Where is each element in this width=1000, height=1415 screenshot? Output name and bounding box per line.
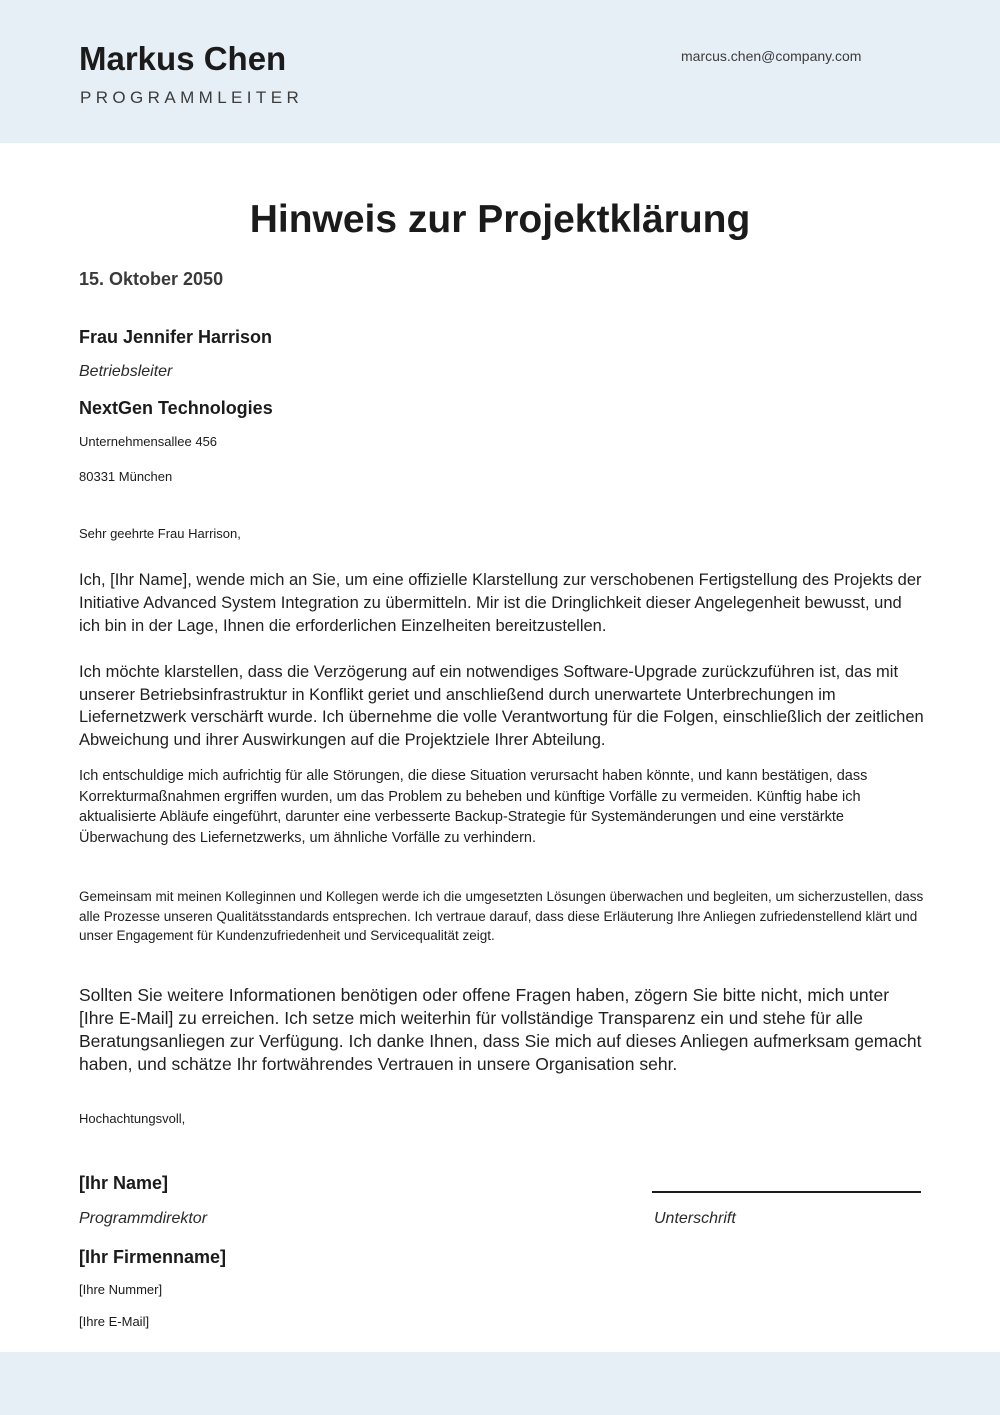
signature-label: Unterschrift (654, 1210, 736, 1227)
signer-email: [Ihre E-Mail] (79, 1314, 150, 1329)
sender-name: Markus Chen (79, 40, 287, 77)
body-paragraph-2: Ich möchte klarstellen, dass die Verzögerung auf ein notwendiges Software-Upgrade zurückzuführen ist, das mit unserer Betriebsinfrastruktur in Konflikt geriet und anschließend durch unerwartete Unterbrechungen im Liefernetzwerk verschärft wurde. Ich übernehme die volle Verantwortung für die Folgen, einschließlich der zeitlichen Abweichung und ihrer Auswirkungen auf die Projektziele Ihrer Abteilung. (79, 663, 924, 749)
signer-name: [Ihr Name] (79, 1173, 169, 1193)
signer-company: [Ihr Firmenname] (79, 1247, 227, 1267)
recipient-street: Unternehmensallee 456 (79, 434, 218, 449)
footer-band (0, 1352, 1000, 1415)
salutation: Sehr geehrte Frau Harrison, (79, 526, 241, 541)
sender-email: marcus.chen@company.com (681, 48, 862, 64)
recipient-title: Betriebsleiter (79, 363, 173, 380)
body-paragraph-5: Sollten Sie weitere Informationen benötigen oder offene Fragen haben, zögern Sie bitte nicht, mich unter [Ihre E-Mail] zu erreichen. Ich setze mich weiterhin für vollständige Transparenz ein und stehe für alle Beratungsanliegen zur Verfügung. Ich danke Ihnen, dass Sie mich auf dieses Anliegen aufmerksam gemacht haben, und schätze Ihr fortwährendes Vertrauen in unsere Organisation sehr. (79, 985, 922, 1074)
body-paragraph-4: Gemeinsam mit meinen Kolleginnen und Kollegen werde ich die umgesetzten Lösungen überwachen und begleiten, um sicherzustellen, dass alle Prozesse unseren Qualitätsstandards entsprechen. Ich vertraue darauf, dass diese Erläuterung Ihre Anliegen zufriedenstellend klärt und unser Engagement für Kundenzufriedenheit und Servicequalität zeigt. (79, 889, 924, 943)
recipient-name: Frau Jennifer Harrison (79, 327, 273, 347)
signer-title: Programmdirektor (79, 1210, 208, 1227)
signature-line (652, 1191, 921, 1193)
document-title: Hinweis zur Projektklärung (249, 198, 751, 241)
body-paragraph-1: Ich, [Ihr Name], wende mich an Sie, um eine offizielle Klarstellung zur verschobenen Fertigstellung des Projekts der Initiative Advanced System Integration zu übermitteln. Mir ist die Dringlichkeit dieser Angelegenheit bewusst, und ich bin in der Lage, Ihnen die erforderlichen Einzelheiten bereitzustellen. (79, 571, 922, 635)
recipient-city: 80331 München (79, 469, 173, 484)
body-paragraph-3: Ich entschuldige mich aufrichtig für alle Störungen, die diese Situation verursacht haben könnte, und kann bestätigen, dass Korrekturmaßnahmen ergriffen wurden, um das Problem zu beheben und künftige Vorfälle zu vermeiden. Künftig habe ich aktualisierte Abläufe eingeführt, darunter eine verbesserte Backup-Strategie für Systemänderungen und eine verstärkte Überwachung des Liefernetzwerks, um ähnliche Vorfälle zu verhindern. (79, 768, 868, 846)
letter-date: 15. Oktober 2050 (79, 269, 224, 289)
sender-role: PROGRAMMLEITER (80, 88, 304, 107)
signer-phone: [Ihre Nummer] (79, 1282, 163, 1297)
recipient-company: NextGen Technologies (79, 398, 273, 418)
closing: Hochachtungsvoll, (79, 1111, 186, 1126)
